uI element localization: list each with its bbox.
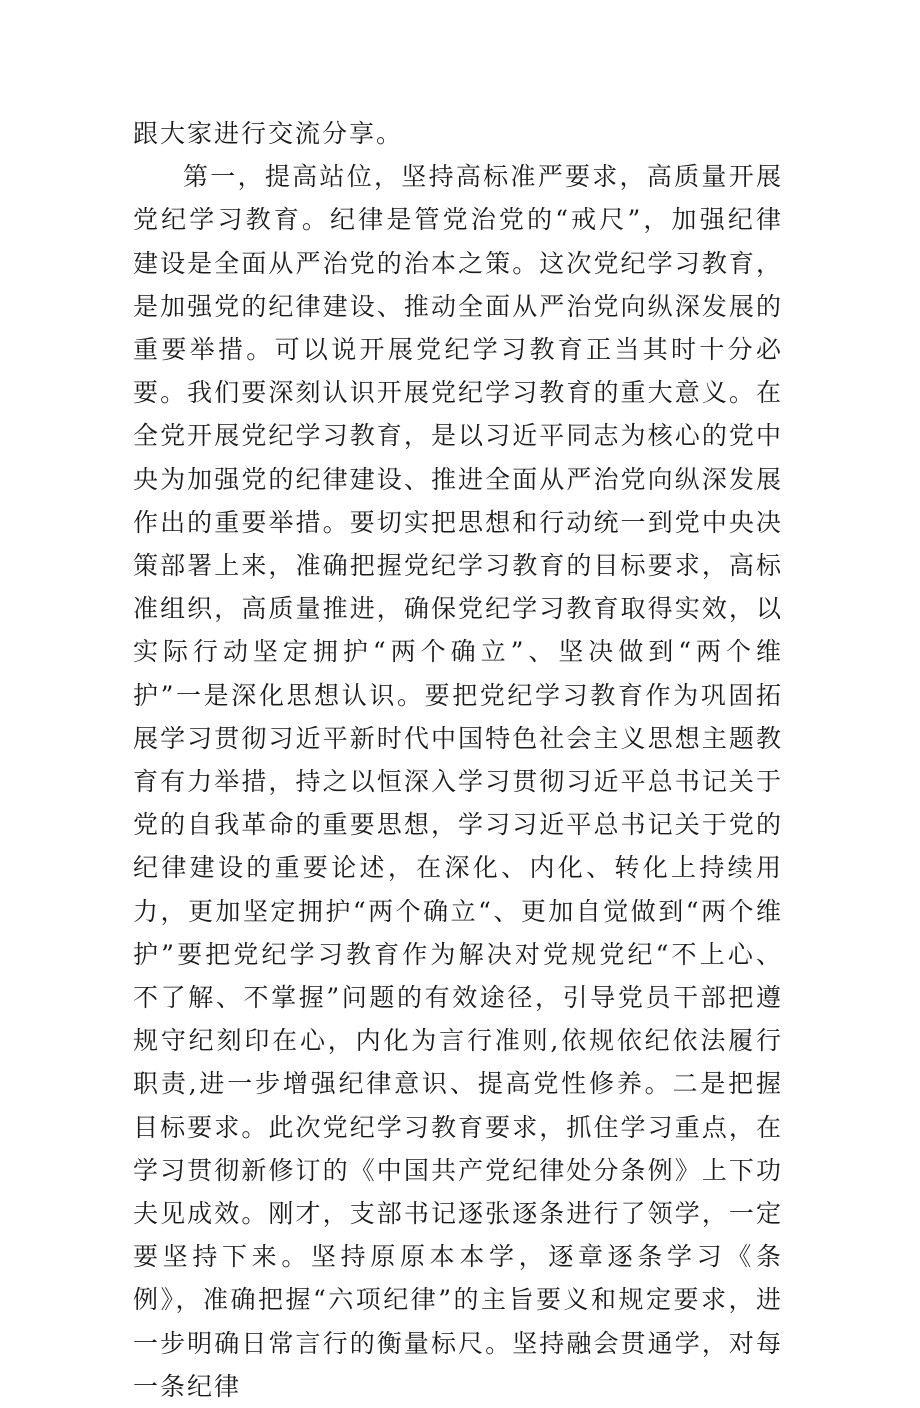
paragraph-continuation: 跟大家进行交流分享。 xyxy=(133,119,404,148)
body-text xyxy=(133,112,783,1408)
paragraph-first-point: 第一，提高站位，坚持高标准严要求，高质量开展党纪学习教育。纪律是管党治党的“戒尺”，加强纪律建设是全面从严治党的治本之策。这次党纪学习教育，是加强党的纪律建设、推动全面从严治党向纵深发展的重要举措。可以说开展党纪学习教育正当其时十分必要。我们要深刻认识开展党纪学习教育的重大意义。在全党开展党纪学习教育，是以习近平同志为核心的党中央为加强党的纪律建设、推进全面从严治党向纵深发展作出的重要举措。要切实把思想和行动统一到党中央决策部署上来，准确把握党纪学习教育的目标要求，高标准组织，高质量推进，确保党纪学习教育取得实效，以实际行动坚定拥护“两个确立”、坚决做到“两个维护”一是深化思想认识。要把党纪学习教育作为巩固拓展学习贯彻习近平新时代中国特色社会主义思想主题教育有力举措，持之以恒深入学习贯彻习近平总书记关于党的自我革命的重要思想，学习习近平总书记关于党的纪律建设的重要论述，在深化、内化、转化上持续用力，更加坚定拥护“两个确立“、更加自觉做到“两个维护”要把党纪学习教育作为解决对党规党纪“不上心、不了解、不掌握”问题的有效途径，引导党员干部把遵规守纪刻印在心，内化为言行准则,依规依纪依法履行职责,进一步增强纪律意识、提高党性修养。二是把握目标要求。此次党纪学习教育要求，抓住学习重点，在学习贯彻新修订的《中国共产党纪律处分条例》上下功夫见成效。刚才，支部书记逐张逐条进行了领学，一定要坚持下来。坚持原原本本学，逐章逐条学习《条例》，准确把握“六项纪律”的主旨要义和规定要求，进一步明确日常言行的衡量标尺。坚持融会贯通学，对每一条纪律 xyxy=(133,162,783,1401)
